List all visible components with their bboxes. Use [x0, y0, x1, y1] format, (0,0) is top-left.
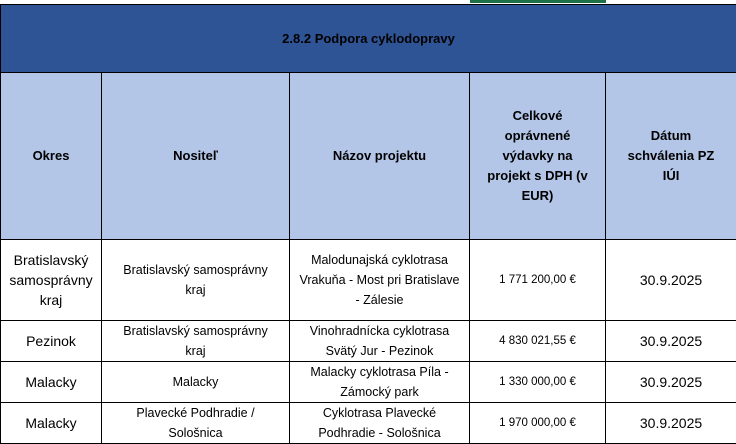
cell-nositel[interactable]: Bratislavský samosprávny kraj [102, 240, 290, 321]
header-datum-schvalenia[interactable]: Dátum schválenia PZ IÚI [606, 73, 736, 240]
cell-nazov-projektu[interactable]: Cyklotrasa Plavecké Podhradie - Sološnica [290, 403, 470, 444]
cell-datum[interactable]: 30.9.2025 [606, 403, 736, 444]
table-row [1, 321, 736, 362]
table-row [1, 362, 736, 403]
cell-okres[interactable]: Pezinok [1, 321, 102, 362]
cell-vydavky[interactable]: 1 970 000,00 € [470, 403, 606, 444]
cell-okres[interactable]: Malacky [1, 362, 102, 403]
projects-table [0, 4, 736, 444]
cell-nazov-projektu[interactable]: Vinohradnícka cyklotrasa Svätý Jur - Pezinok [290, 321, 470, 362]
cell-vydavky[interactable]: 1 771 200,00 € [470, 240, 606, 321]
table-row [1, 403, 736, 444]
table-title[interactable]: 2.8.2 Podpora cyklodopravy [1, 5, 736, 73]
header-nazov-projektu[interactable]: Názov projektu [290, 73, 470, 240]
cell-nositel[interactable]: Malacky [102, 362, 290, 403]
table-header-row [1, 73, 736, 240]
cell-vydavky[interactable]: 4 830 021,55 € [470, 321, 606, 362]
cell-nositel[interactable]: Bratislavský samosprávny kraj [102, 321, 290, 362]
cell-datum[interactable]: 30.9.2025 [606, 362, 736, 403]
cell-nositel[interactable]: Plavecké Podhradie / Sološnica [102, 403, 290, 444]
selected-column-indicator [470, 0, 606, 3]
cell-datum[interactable]: 30.9.2025 [606, 321, 736, 362]
header-okres[interactable]: Okres [1, 73, 102, 240]
cell-okres[interactable]: Bratislavský samosprávny kraj [1, 240, 102, 321]
cell-datum[interactable]: 30.9.2025 [606, 240, 736, 321]
table-row [1, 240, 736, 321]
header-nositel[interactable]: Nositeľ [102, 73, 290, 240]
cell-okres[interactable]: Malacky [1, 403, 102, 444]
cell-vydavky[interactable]: 1 330 000,00 € [470, 362, 606, 403]
cell-nazov-projektu[interactable]: Malacky cyklotrasa Píla - Zámocký park [290, 362, 470, 403]
header-vydavky[interactable]: Celkové oprávnené výdavky na projekt s DPH (v EUR) [470, 73, 606, 240]
table-title-row [1, 5, 736, 73]
cell-nazov-projektu[interactable]: Malodunajská cyklotrasa Vrakuňa - Most pri Bratislave - Zálesie [290, 240, 470, 321]
